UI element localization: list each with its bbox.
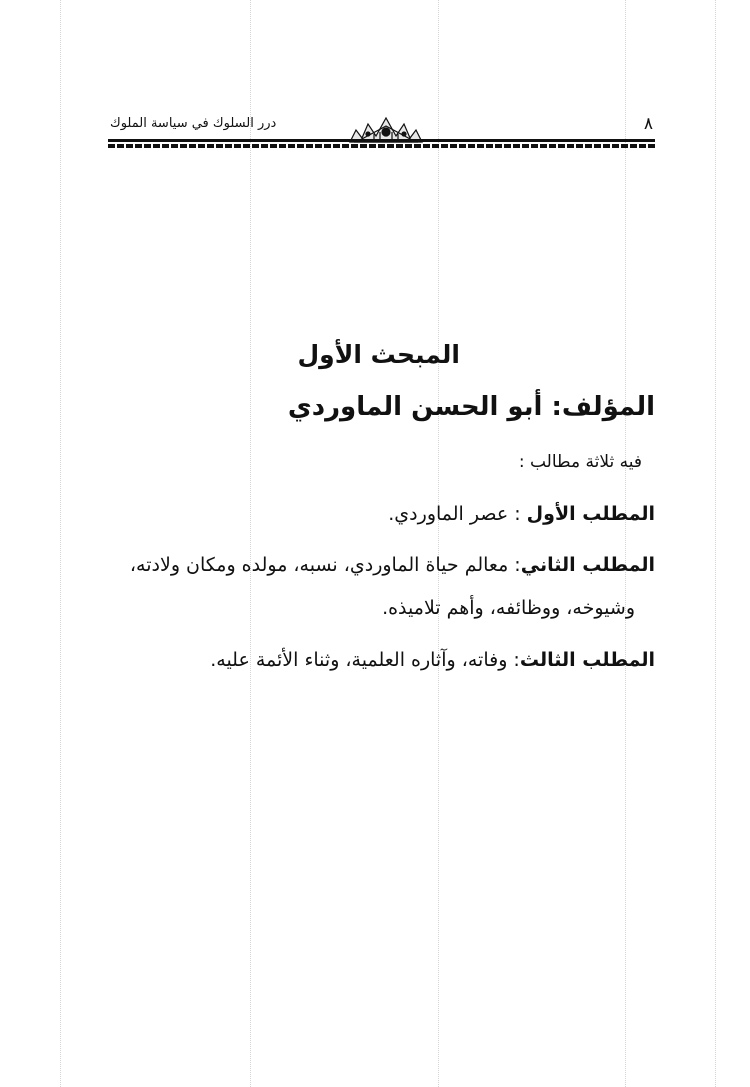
topic-line (388, 503, 655, 525)
topic-label: المطلب الأول (526, 503, 655, 525)
scan-artifact (625, 0, 626, 1087)
topic-line (130, 554, 655, 576)
topic-text: : وفاته، وآثاره العلمية، وثناء الأئمة عليه. (210, 649, 520, 671)
running-title: درر السلوك في سياسة الملوك (110, 116, 277, 131)
topic-label: المطلب الثالث (519, 649, 655, 671)
scan-artifact (715, 0, 716, 1087)
topic-line (210, 649, 655, 671)
header-rule-dashed (108, 144, 655, 148)
section-title: المبحث الأول (297, 340, 460, 369)
topic-label: المطلب الثاني (520, 554, 655, 576)
topic-text: : معالم حياة الماوردي، نسبه، مولده ومكان ولادته، (129, 554, 521, 576)
crown-ornament-icon (346, 112, 426, 148)
page-header (108, 112, 655, 138)
author-heading: المؤلف: أبو الحسن الماوردي (287, 392, 655, 422)
topic-text: : عصر الماوردي. (388, 503, 527, 525)
scan-artifact (438, 0, 439, 1087)
scan-artifact (60, 0, 61, 1087)
intro-text: فيه ثلاثة مطالب : (518, 452, 642, 472)
header-rule (108, 139, 655, 142)
topic-continuation: وشيوخه، ووظائفه، وأهم تلاميذه. (382, 597, 635, 619)
scan-artifact (250, 0, 251, 1087)
page-number: ٨ (643, 114, 653, 134)
